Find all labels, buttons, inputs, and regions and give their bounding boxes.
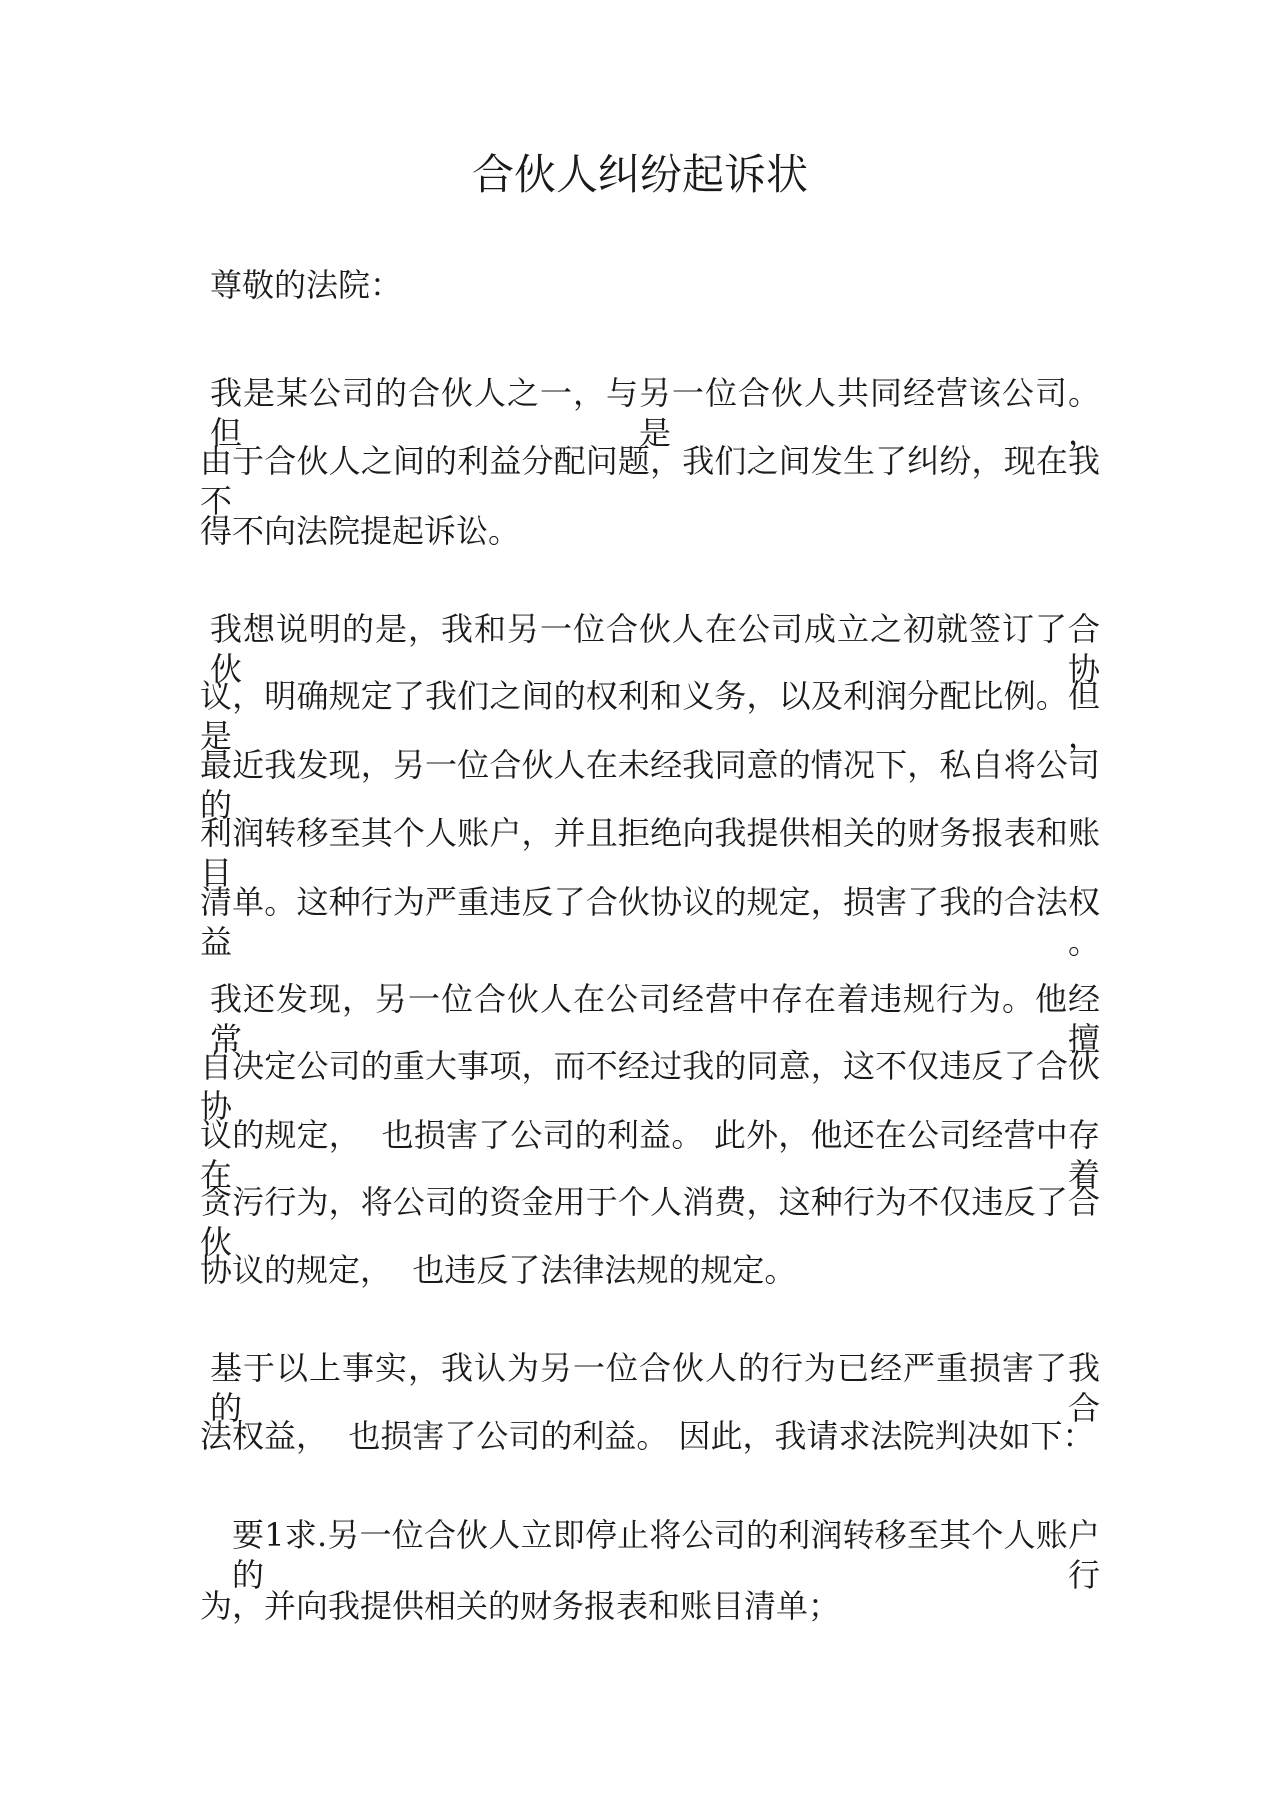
text-line: 得不向法院提起诉讼。 (200, 512, 521, 550)
text-line: 我想说明的是，我和另一位合伙人在公司成立之初就签订了合伙协 (210, 610, 1100, 688)
text-line: 清单。这种行为严重违反了合伙协议的规定，损害了我的合法权益。 (200, 883, 1100, 961)
text-line: 利润转移至其个人账户，并且拒绝向我提供相关的财务报表和账目 (200, 814, 1100, 892)
text-line: 基于以上事实，我认为另一位合伙人的行为已经严重损害了我的合 (210, 1349, 1100, 1427)
text-line: 贪污行为，将公司的资金用于个人消费，这种行为不仅违反了合伙 (200, 1183, 1100, 1261)
text-line: 自决定公司的重大事项，而不经过我的同意，这不仅违反了合伙协 (200, 1047, 1100, 1125)
text-line: 最近我发现，另一位合伙人在未经我同意的情况下，私自将公司的 (200, 746, 1100, 824)
text-line: 我是某公司的合伙人之一，与另一位合伙人共同经营该公司。但是， (210, 374, 1100, 452)
text-line: 我还发现，另一位合伙人在公司经营中存在着违规行为。他经常擅 (210, 980, 1100, 1058)
text-line: 要1求.另一位合伙人立即停止将公司的利润转移至其个人账户的行 (232, 1516, 1100, 1594)
document-title: 合伙人纠纷起诉状 (471, 150, 808, 199)
text-line: 由于合伙人之间的利益分配问题，我们之间发生了纠纷，现在我不 (200, 442, 1100, 520)
text-line: 议的规定， 也损害了公司的利益。 此外，他还在公司经营中存在着 (200, 1116, 1100, 1194)
text-line: 协议的规定， 也违反了法律法规的规定。 (200, 1251, 797, 1289)
text-line: 为，并向我提供相关的财务报表和账目清单； (200, 1587, 841, 1625)
text-line: 法权益， 也损害了公司的利益。 因此，我请求法院判决如下： (200, 1417, 1095, 1455)
salutation: 尊敬的法院： (210, 266, 403, 304)
text-line: 议，明确规定了我们之间的权利和义务，以及利润分配比例。但是， (200, 677, 1100, 755)
